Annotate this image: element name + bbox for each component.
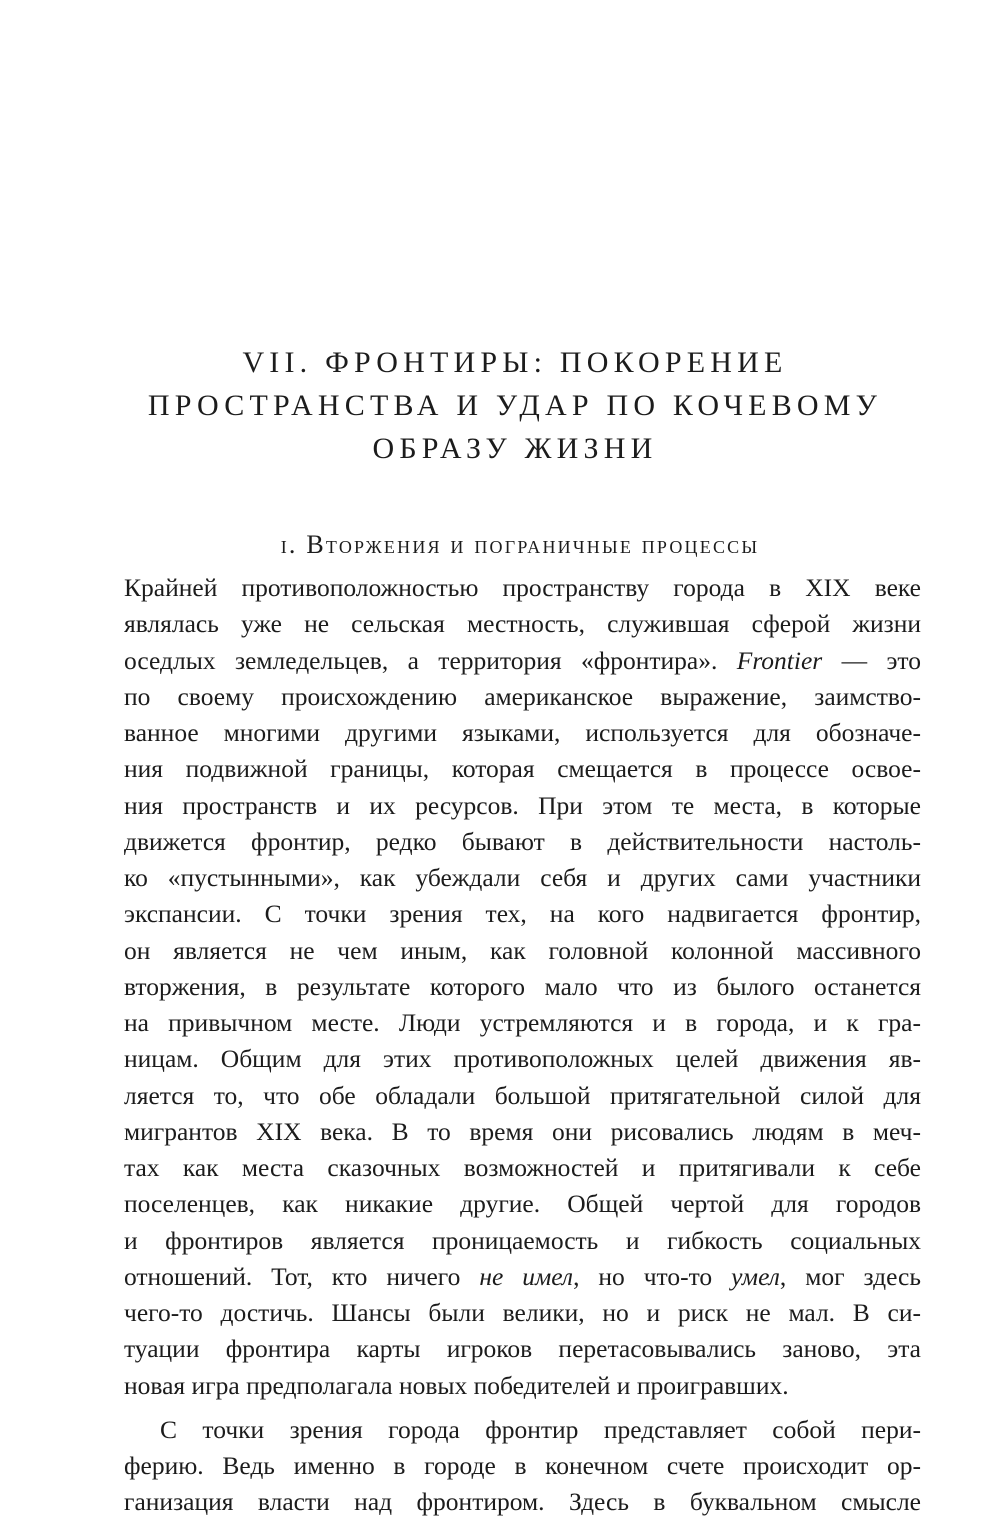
text-line: на привычном месте. Люди устремляются и в города, и к гра- (124, 1008, 921, 1037)
text-line: он является не чем иным, как головной колонной массивного (124, 935, 921, 965)
text-line: ляется то, что обе обладали большой притягательной силой для (124, 1080, 921, 1110)
paragraph (124, 570, 921, 1404)
text-line: мигрантов XIX века. В то время они рисовались людям в меч- (124, 1116, 921, 1146)
text-run: , но что-то (573, 1261, 732, 1291)
text-line: движется фронтир, редко бывают в действительности настоль- (124, 826, 921, 856)
text-line: ферию. Ведь именно в городе в конечном счете происходит ор- (124, 1451, 921, 1480)
text-line: новая игра предполагала новых победителей и проигравших. (124, 1370, 789, 1400)
text-run: , мог здесь (779, 1261, 921, 1291)
section-title: i. Вторжения и пограничные процессы (280, 530, 760, 559)
text-run: оседлых земледельцев, а территория «фронтира». (124, 645, 737, 675)
text-run: отношений. Тот, кто ничего (124, 1261, 480, 1291)
italic-phrase: умел (731, 1261, 780, 1291)
chapter-title-line: ОБРАЗУ ЖИЗНИ (372, 432, 658, 465)
text-line: Крайней противоположностью пространству города в XIX веке (124, 573, 921, 602)
text-line: поселенцев, как никакие другие. Общей чертой для городов (124, 1189, 921, 1219)
text-line: ко «пустынными», как убеждали себя и других сами участники (124, 863, 921, 892)
text-line: по своему происхождению американское выражение, заимство- (124, 681, 921, 711)
text-line: и фронтиров является проницаемость и гибкость социальных (124, 1225, 921, 1255)
body-text (124, 570, 921, 1521)
text-line: ния пространств и их ресурсов. При этом те места, в которые (124, 790, 921, 820)
text-line: тах как места сказочных возможностей и притягивали к себе (124, 1153, 921, 1182)
text-line: туации фронтира карты игроков перетасовывались заново, эта (124, 1334, 921, 1364)
text-line: экспансии. С точки зрения тех, на кого надвигается фронтир, (124, 899, 921, 929)
text-line (124, 1259, 921, 1295)
text-line: ницам. Общим для этих противоположных целей движения яв- (124, 1044, 921, 1074)
chapter-title-line: VII. ФРОНТИРЫ: ПОКОРЕНИЕ (242, 346, 788, 379)
paragraph-gap (124, 1404, 921, 1412)
paragraph (124, 1412, 921, 1521)
text-line: являлась уже не сельская местность, служившая сферой жизни (124, 609, 921, 639)
text-line: ния подвижной границы, которая смещается в процессе освое- (124, 754, 921, 784)
italic-term: Frontier (736, 645, 823, 675)
text-line: вторжения, в результате которого мало что из былого останется (124, 971, 921, 1001)
chapter-title (110, 341, 920, 470)
text-line: ванное многими другими языками, используется для обозначе- (124, 718, 921, 747)
text-run: — это (822, 645, 921, 675)
chapter-title-line: ПРОСТРАНСТВА И УДАР ПО КОЧЕВОМУ (147, 389, 883, 422)
text-line: чего-то достичь. Шансы были велики, но и риск не мал. В си- (124, 1298, 921, 1327)
text-line (124, 643, 921, 679)
text-line: ганизация власти над фронтиром. Здесь в буквальном смысле (124, 1487, 921, 1517)
text-line: С точки зрения города фронтир представляет собой пери- (160, 1414, 921, 1444)
italic-phrase: не имел (479, 1261, 574, 1291)
